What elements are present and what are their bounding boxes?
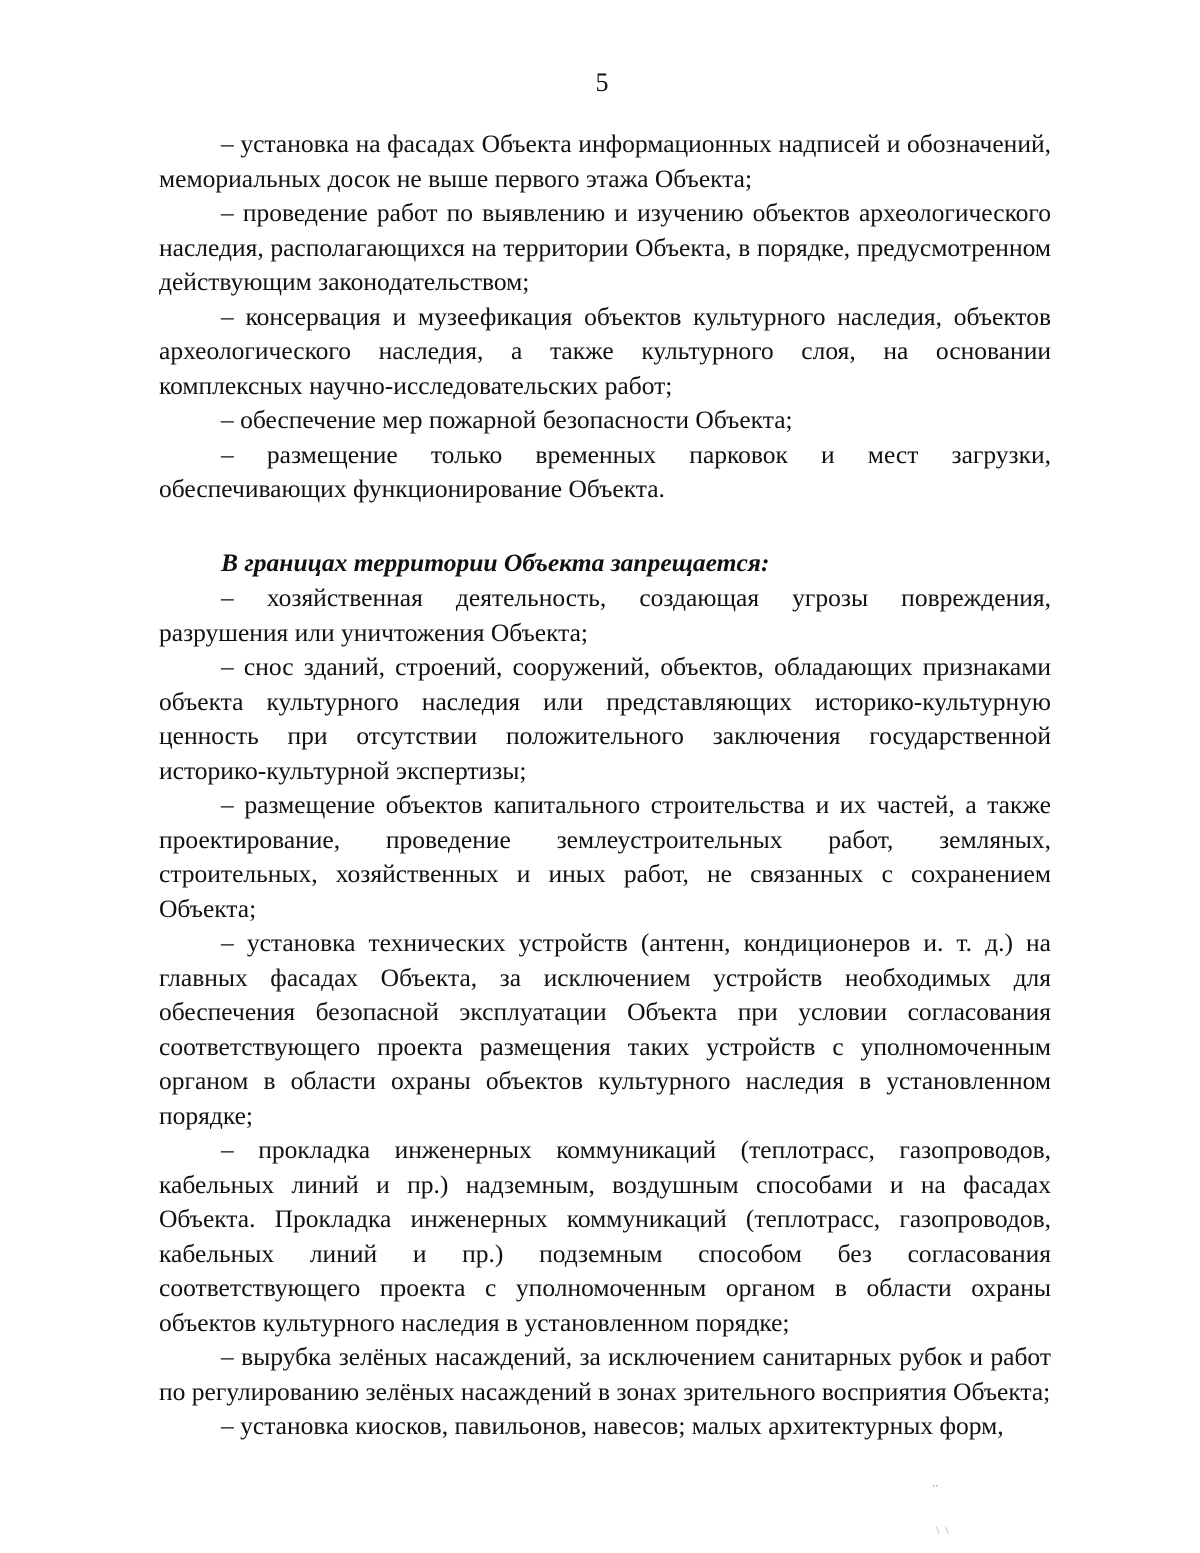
scan-speck: ⸳⸳ (932, 1477, 939, 1491)
prohibited-list (159, 581, 1051, 1444)
list-item: – установка технических устройств (антенн, кондиционеров и. т. д.) на главных фасадах Объекта, за исключением устройств необходимых для обеспечения безопасной эксплуатации Объекта при условии согласования соответствующего проекта размещения таких устройств с уполномоченным органом в области охраны объектов культурного наследия в установленном порядке; (159, 928, 1051, 1130)
page-number: 5 (595, 68, 609, 97)
list-item: – размещение только временных парковок и мест загрузки, обеспечивающих функционирование Объекта. (159, 439, 1051, 503)
list-item: – вырубка зелёных насаждений, за исключением санитарных рубок и работ по регулированию зелёных насаждений в зонах зрительного восприятия Объекта; (159, 1342, 1051, 1406)
list-item: – снос зданий, строений, сооружений, объектов, обладающих признаками объекта культурного наследия или представляющих историко-культурную ценность при отсутствии положительного заключения государственной историко-культурной экспертизы; (159, 652, 1051, 785)
list-item: – установка киосков, павильонов, навесов; малых архитектурных форм, (221, 1411, 1004, 1440)
list-item: – прокладка инженерных коммуникаций (теплотрасс, газопроводов, кабельных линий и пр.) надземным, воздушным способами и на фасадах Объекта. Прокладка инженерных коммуникаций (теплотрасс, газопроводов, кабельных линий и пр.) подземным способом без согласования соответствующего проекта с уполномоченным органом в области охраны объектов культурного наследия в установленном порядке; (159, 1135, 1051, 1337)
allowed-list (159, 127, 1051, 507)
list-item: – размещение объектов капитального строительства и их частей, а также проектирование, проведение землеустроительных работ, земляных, строительных, хозяйственных и иных работ, не связанных с сохранением Объекта; (159, 790, 1051, 923)
list-item: – обеспечение мер пожарной безопасности Объекта; (221, 405, 793, 434)
list-item: – хозяйственная деятельность, создающая угрозы повреждения, разрушения или уничтожения Объекта; (159, 583, 1051, 647)
list-item: – консервация и музеефикация объектов культурного наследия, объектов археологического наследия, а также культурного слоя, на основании комплексных научно-исследовательских работ; (159, 301, 1051, 400)
scan-speck: \ \ (936, 1523, 949, 1537)
list-item: – проведение работ по выявлению и изучению объектов археологического наследия, располагающихся на территории Объекта, в порядке, предусмотренном действующим законодательством; (159, 198, 1051, 296)
list-item: – установка на фасадах Объекта информационных надписей и обозначений, мемориальных досок не выше первого этажа Объекта; (159, 129, 1051, 193)
section-heading: В границах территории Объекта запрещается: (221, 548, 770, 577)
